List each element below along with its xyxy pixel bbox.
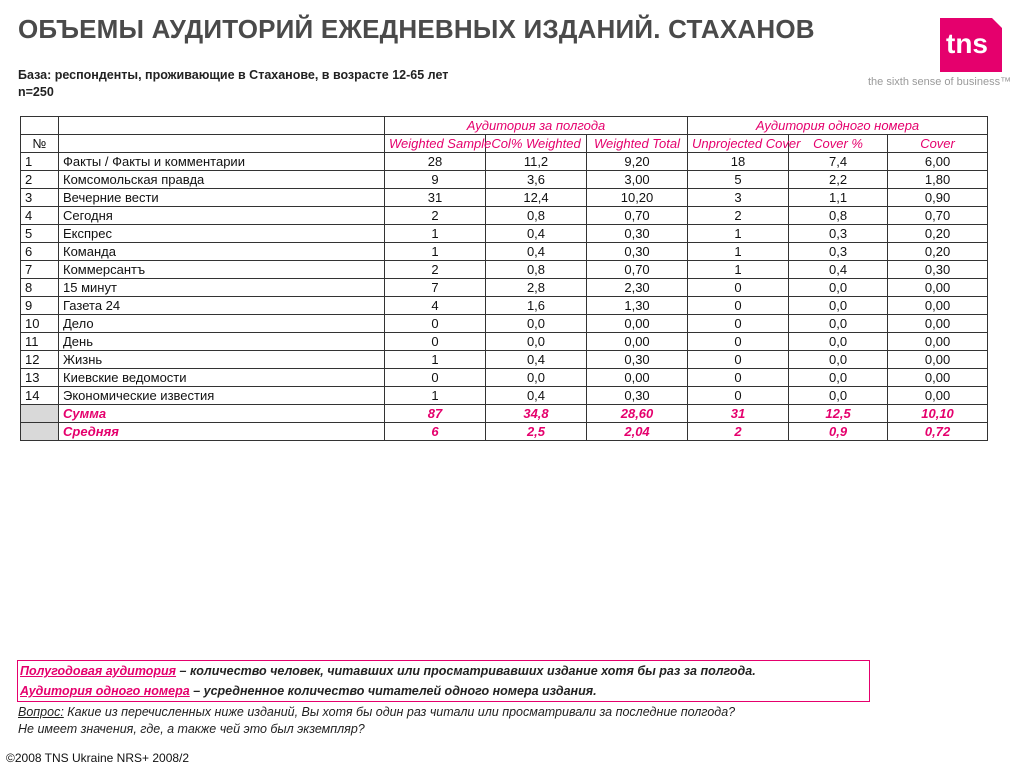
sample-size: n=250: [18, 85, 54, 99]
definition-half-year: [20, 664, 756, 678]
value-cell-c5: 0,8: [789, 207, 888, 225]
table-row: [21, 225, 988, 243]
value-cell-c3: 9,20: [587, 153, 688, 171]
value-cell-c5: 7,4: [789, 153, 888, 171]
table-row: [21, 387, 988, 405]
publication-name: Киевские ведомости: [59, 369, 385, 387]
summary-value-c1: 87: [385, 405, 486, 423]
value-cell-c5: 0,3: [789, 225, 888, 243]
publication-name: Команда: [59, 243, 385, 261]
column-header-unprojected-cover: Unprojected Cover: [688, 135, 789, 153]
definition-text-one-issue: – усредненное количество читателей одного номера издания.: [189, 684, 597, 698]
value-cell-c3: 3,00: [587, 171, 688, 189]
row-number: 2: [21, 171, 59, 189]
table-row: [21, 207, 988, 225]
publication-name: Факты / Факты и комментарии: [59, 153, 385, 171]
value-cell-c2: 0,8: [486, 261, 587, 279]
value-cell-c4: 0: [688, 387, 789, 405]
value-cell-c6: 6,00: [888, 153, 988, 171]
value-cell-c1: 28: [385, 153, 486, 171]
value-cell-c5: 1,1: [789, 189, 888, 207]
summary-value-c3: 28,60: [587, 405, 688, 423]
column-header-weighted-sample: Weighted Sample: [385, 135, 486, 153]
value-cell-c5: 0,0: [789, 333, 888, 351]
publication-name: Газета 24: [59, 297, 385, 315]
summary-value-c5: 12,5: [789, 405, 888, 423]
column-header-cover: Cover: [888, 135, 988, 153]
value-cell-c4: 0: [688, 315, 789, 333]
question-label: Вопрос:: [18, 705, 64, 719]
summary-value-c2: 34,8: [486, 405, 587, 423]
value-cell-c4: 0: [688, 351, 789, 369]
value-cell-c6: 0,90: [888, 189, 988, 207]
value-cell-c5: 0,0: [789, 279, 888, 297]
tns-logo: [940, 18, 1002, 72]
summary-value-c1: 6: [385, 423, 486, 441]
value-cell-c2: 0,4: [486, 387, 587, 405]
value-cell-c1: 4: [385, 297, 486, 315]
row-number: 14: [21, 387, 59, 405]
value-cell-c2: 11,2: [486, 153, 587, 171]
summary-value-c3: 2,04: [587, 423, 688, 441]
row-number: 8: [21, 279, 59, 297]
value-cell-c3: 1,30: [587, 297, 688, 315]
table-row: [21, 315, 988, 333]
publication-name: Вечерние вести: [59, 189, 385, 207]
value-cell-c4: 18: [688, 153, 789, 171]
summary-value-c6: 10,10: [888, 405, 988, 423]
value-cell-c2: 0,0: [486, 369, 587, 387]
value-cell-c5: 0,0: [789, 387, 888, 405]
value-cell-c1: 1: [385, 387, 486, 405]
row-number: 5: [21, 225, 59, 243]
value-cell-c3: 0,70: [587, 207, 688, 225]
value-cell-c4: 1: [688, 261, 789, 279]
sample-base-description: База: респонденты, проживающие в Стаханове, в возрасте 12-65 лет: [18, 68, 449, 82]
survey-question-line2: Не имеет значения, где, а также чей это был экземпляр?: [18, 722, 365, 736]
value-cell-c3: 0,30: [587, 225, 688, 243]
value-cell-c5: 0,0: [789, 297, 888, 315]
value-cell-c4: 0: [688, 369, 789, 387]
value-cell-c2: 0,4: [486, 351, 587, 369]
header-empty-cell: [59, 135, 385, 153]
value-cell-c6: 0,20: [888, 243, 988, 261]
value-cell-c6: 0,00: [888, 369, 988, 387]
publication-name: День: [59, 333, 385, 351]
table-row: [21, 153, 988, 171]
row-number: 1: [21, 153, 59, 171]
value-cell-c1: 2: [385, 207, 486, 225]
publication-name: Експрес: [59, 225, 385, 243]
value-cell-c2: 0,8: [486, 207, 587, 225]
row-number: 9: [21, 297, 59, 315]
value-cell-c3: 0,00: [587, 333, 688, 351]
value-cell-c1: 2: [385, 261, 486, 279]
row-number: 12: [21, 351, 59, 369]
brand-tagline: the sixth sense of business™: [868, 76, 1012, 88]
table-row: [21, 261, 988, 279]
value-cell-c1: 7: [385, 279, 486, 297]
value-cell-c4: 2: [688, 207, 789, 225]
value-cell-c1: 31: [385, 189, 486, 207]
table-row: [21, 369, 988, 387]
row-number: 13: [21, 369, 59, 387]
value-cell-c6: 0,00: [888, 387, 988, 405]
page-title: ОБЪЕМЫ АУДИТОРИЙ ЕЖЕДНЕВНЫХ ИЗДАНИЙ. СТАХАНОВ: [18, 14, 815, 44]
value-cell-c2: 0,0: [486, 315, 587, 333]
publication-name: Сегодня: [59, 207, 385, 225]
value-cell-c4: 0: [688, 297, 789, 315]
publication-name: Комсомольская правда: [59, 171, 385, 189]
survey-question: [18, 705, 735, 719]
group-header-one-issue: Аудитория одного номера: [688, 117, 988, 135]
table-row: [21, 333, 988, 351]
value-cell-c3: 0,30: [587, 387, 688, 405]
publication-name: Жизнь: [59, 351, 385, 369]
table-row: [21, 171, 988, 189]
logo-text: tns: [946, 28, 988, 59]
definition-term-half-year: Полугодовая аудитория: [20, 664, 177, 678]
question-text: Какие из перечисленных ниже изданий, Вы хотя бы один раз читали или просматривали за последние полгода?: [63, 705, 736, 719]
summary-value-c2: 2,5: [486, 423, 587, 441]
logo-corner-shape: [992, 18, 1002, 28]
table-row: [21, 279, 988, 297]
column-header-weighted-total: Weighted Total: [587, 135, 688, 153]
value-cell-c5: 0,0: [789, 315, 888, 333]
value-cell-c2: 12,4: [486, 189, 587, 207]
value-cell-c4: 1: [688, 225, 789, 243]
value-cell-c1: 1: [385, 225, 486, 243]
value-cell-c1: 1: [385, 243, 486, 261]
summary-grey-cell: [21, 405, 59, 423]
definition-text-half-year: – количество человек, читавших или просматривавших издание хотя бы раз за полгода.: [176, 664, 756, 678]
column-header-cover-pct: Cover %: [789, 135, 888, 153]
value-cell-c5: 0,0: [789, 351, 888, 369]
publication-name: Дело: [59, 315, 385, 333]
value-cell-c3: 2,30: [587, 279, 688, 297]
value-cell-c1: 0: [385, 315, 486, 333]
summary-row: [21, 423, 988, 441]
table-row: [21, 189, 988, 207]
value-cell-c6: 0,00: [888, 297, 988, 315]
row-number: 3: [21, 189, 59, 207]
group-header-half-year: Аудитория за полгода: [385, 117, 688, 135]
table-body: [21, 153, 988, 441]
value-cell-c2: 0,4: [486, 225, 587, 243]
summary-grey-cell: [21, 423, 59, 441]
value-cell-c1: 0: [385, 333, 486, 351]
value-cell-c5: 2,2: [789, 171, 888, 189]
publication-name: Экономические известия: [59, 387, 385, 405]
value-cell-c5: 0,3: [789, 243, 888, 261]
header-empty-cell: [21, 117, 59, 135]
value-cell-c6: 0,20: [888, 225, 988, 243]
summary-value-c4: 31: [688, 405, 789, 423]
value-cell-c6: 0,30: [888, 261, 988, 279]
summary-value-c5: 0,9: [789, 423, 888, 441]
value-cell-c6: 0,70: [888, 207, 988, 225]
summary-value-c6: 0,72: [888, 423, 988, 441]
value-cell-c6: 0,00: [888, 315, 988, 333]
column-header-number: №: [21, 135, 59, 153]
value-cell-c2: 0,4: [486, 243, 587, 261]
value-cell-c5: 0,4: [789, 261, 888, 279]
value-cell-c4: 0: [688, 333, 789, 351]
value-cell-c4: 3: [688, 189, 789, 207]
definition-term-one-issue: Аудитория одного номера: [20, 684, 190, 698]
column-header-col-weighted: Col% Weighted: [486, 135, 587, 153]
table-column-header-row: [21, 135, 988, 153]
value-cell-c6: 0,00: [888, 279, 988, 297]
table-row: [21, 297, 988, 315]
value-cell-c1: 9: [385, 171, 486, 189]
value-cell-c1: 0: [385, 369, 486, 387]
summary-row: [21, 405, 988, 423]
header-empty-cell: [59, 117, 385, 135]
table-row: [21, 243, 988, 261]
value-cell-c3: 0,70: [587, 261, 688, 279]
row-number: 10: [21, 315, 59, 333]
value-cell-c4: 5: [688, 171, 789, 189]
value-cell-c3: 0,30: [587, 351, 688, 369]
value-cell-c6: 1,80: [888, 171, 988, 189]
value-cell-c3: 0,30: [587, 243, 688, 261]
value-cell-c6: 0,00: [888, 333, 988, 351]
table-row: [21, 351, 988, 369]
audience-table: [20, 116, 988, 441]
row-number: 7: [21, 261, 59, 279]
row-number: 4: [21, 207, 59, 225]
value-cell-c2: 2,8: [486, 279, 587, 297]
definition-one-issue: [20, 684, 597, 698]
value-cell-c3: 0,00: [587, 369, 688, 387]
summary-value-c4: 2: [688, 423, 789, 441]
publication-name: 15 минут: [59, 279, 385, 297]
value-cell-c5: 0,0: [789, 369, 888, 387]
value-cell-c6: 0,00: [888, 351, 988, 369]
publication-name: Коммерсантъ: [59, 261, 385, 279]
summary-label: Сумма: [59, 405, 385, 423]
value-cell-c4: 1: [688, 243, 789, 261]
copyright-footer: ©2008 TNS Ukraine NRS+ 2008/2: [6, 751, 190, 765]
value-cell-c2: 1,6: [486, 297, 587, 315]
row-number: 11: [21, 333, 59, 351]
table-group-header-row: [21, 117, 988, 135]
value-cell-c2: 0,0: [486, 333, 587, 351]
value-cell-c4: 0: [688, 279, 789, 297]
summary-label: Средняя: [59, 423, 385, 441]
row-number: 6: [21, 243, 59, 261]
value-cell-c3: 10,20: [587, 189, 688, 207]
value-cell-c2: 3,6: [486, 171, 587, 189]
value-cell-c1: 1: [385, 351, 486, 369]
value-cell-c3: 0,00: [587, 315, 688, 333]
